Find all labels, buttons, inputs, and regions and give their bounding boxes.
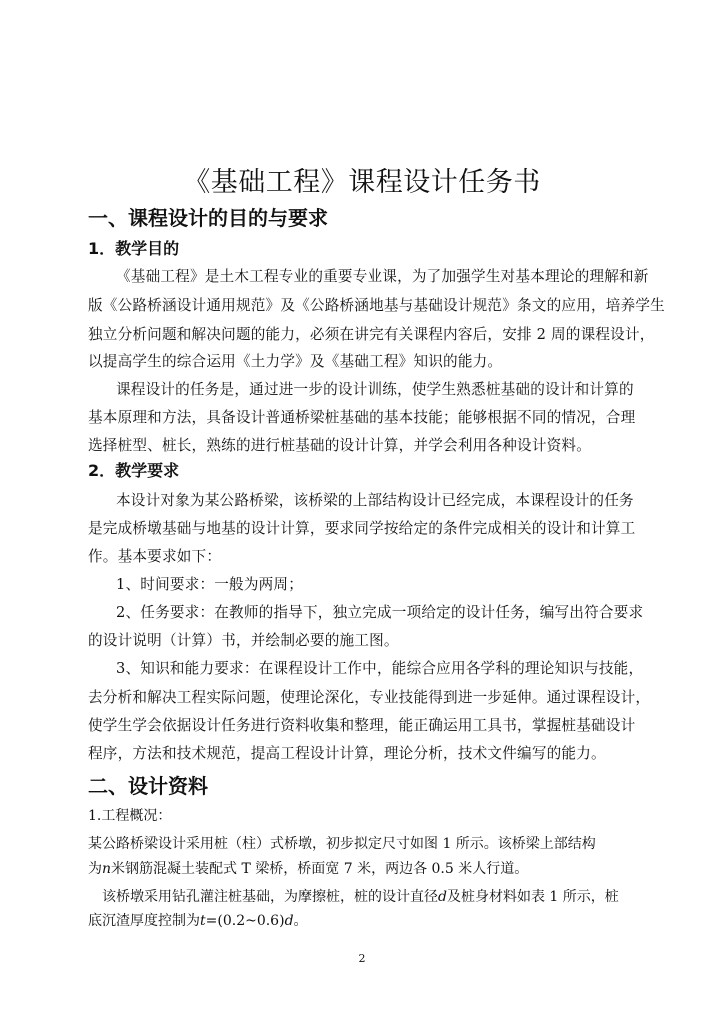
- subheading-project-overview: 1.工程概况：: [88, 808, 172, 824]
- paragraph-line: 是完成桥墩基础与地基的设计计算，要求同学按给定的条件完成相关的设计和计算工: [88, 520, 636, 537]
- variable-d: d: [438, 889, 447, 905]
- paragraph-line: 作。基本要求如下：: [88, 548, 222, 565]
- paragraph-line: [102, 886, 619, 906]
- text-run: 。: [293, 913, 308, 929]
- text-run: 米钢筋混凝土装配式 T 梁桥，桥面宽 7 米，两边各 0.5 米人行道。: [111, 861, 529, 877]
- paragraph-line: 《基础工程》是土木工程专业的重要专业课，为了加强学生对基本理论的理解和新: [116, 268, 649, 285]
- paragraph-line: [88, 858, 528, 878]
- requirement-ability-line: 去分析和解决工程实际问题，使理论深化，专业技能得到进一步延伸。通过课程设计，: [88, 689, 651, 706]
- requirement-task-line: 2、任务要求：在教师的指导下，独立完成一项给定的设计任务，编写出符合要求: [116, 604, 644, 621]
- variable-t: t: [200, 913, 206, 929]
- paragraph-line: 版《公路桥涵设计通用规范》及《公路桥涵地基与基础设计规范》条文的应用，培养学生: [88, 297, 665, 314]
- subheading-teaching-requirements: 2．教学要求: [88, 461, 180, 480]
- paragraph-line: 基本原理和方法，具备设计普通桥梁桩基础的基本技能；能够根据不同的情况，合理: [88, 409, 636, 426]
- requirement-ability-line: 使学生学会依据设计任务进行资料收集和整理，能正确运用工具书，掌握桩基础设计: [88, 717, 636, 734]
- paragraph-line: 以提高学生的综合运用《土力学》及《基础工程》知识的能力。: [88, 353, 503, 370]
- subheading-teaching-goal: 1．教学目的: [88, 239, 180, 258]
- document-title: 《基础工程》课程设计任务书: [183, 167, 541, 198]
- variable-n: n: [102, 861, 112, 877]
- paragraph-line: 课程设计的任务是，通过进一步的设计训练，使学生熟悉桩基础的设计和计算的: [116, 381, 634, 398]
- paragraph-line: [88, 910, 308, 930]
- section-heading-2: 二、设计资料: [88, 774, 208, 798]
- requirement-task-line: 的设计说明（计算）书，并绘制必要的施工图。: [88, 632, 399, 649]
- paragraph-line: 独立分析问题和解决问题的能力，必须在讲完有关课程内容后，安排 2 周的课程设计，: [88, 326, 655, 343]
- section-heading-1: 一、课程设计的目的与要求: [88, 206, 328, 230]
- paragraph-line: 选择桩型、桩长，熟练的进行桩基础的设计计算，并学会利用各种设计资料。: [88, 437, 591, 454]
- text-run: =(0.2~0.6): [205, 913, 285, 929]
- text-run: 该桥墩采用钻孔灌注桩基础，为摩擦桩，桩的设计直径: [102, 889, 438, 905]
- variable-d: d: [284, 913, 294, 929]
- page-number: 2: [358, 952, 366, 965]
- text-run: 底沉渣厚度控制为: [88, 913, 200, 929]
- text-run: 为: [88, 861, 102, 877]
- text-run: 及桩身材料如表 1 所示，桩: [446, 889, 619, 905]
- requirement-ability-line: 程序，方法和技术规范，提高工程设计计算，理论分析，技术文件编写的能力。: [88, 745, 606, 762]
- paragraph-line: 某公路桥梁设计采用桩（柱）式桥墩，初步拟定尺寸如图 1 所示。该桥梁上部结构: [88, 836, 596, 852]
- requirement-ability-line: 3、知识和能力要求：在课程设计工作中，能综合应用各学科的理论知识与技能，: [116, 660, 644, 677]
- paragraph-line: 本设计对象为某公路桥梁，该桥梁的上部结构设计已经完成，本课程设计的任务: [116, 492, 634, 509]
- requirement-time: 1、时间要求：一般为两周；: [116, 576, 304, 593]
